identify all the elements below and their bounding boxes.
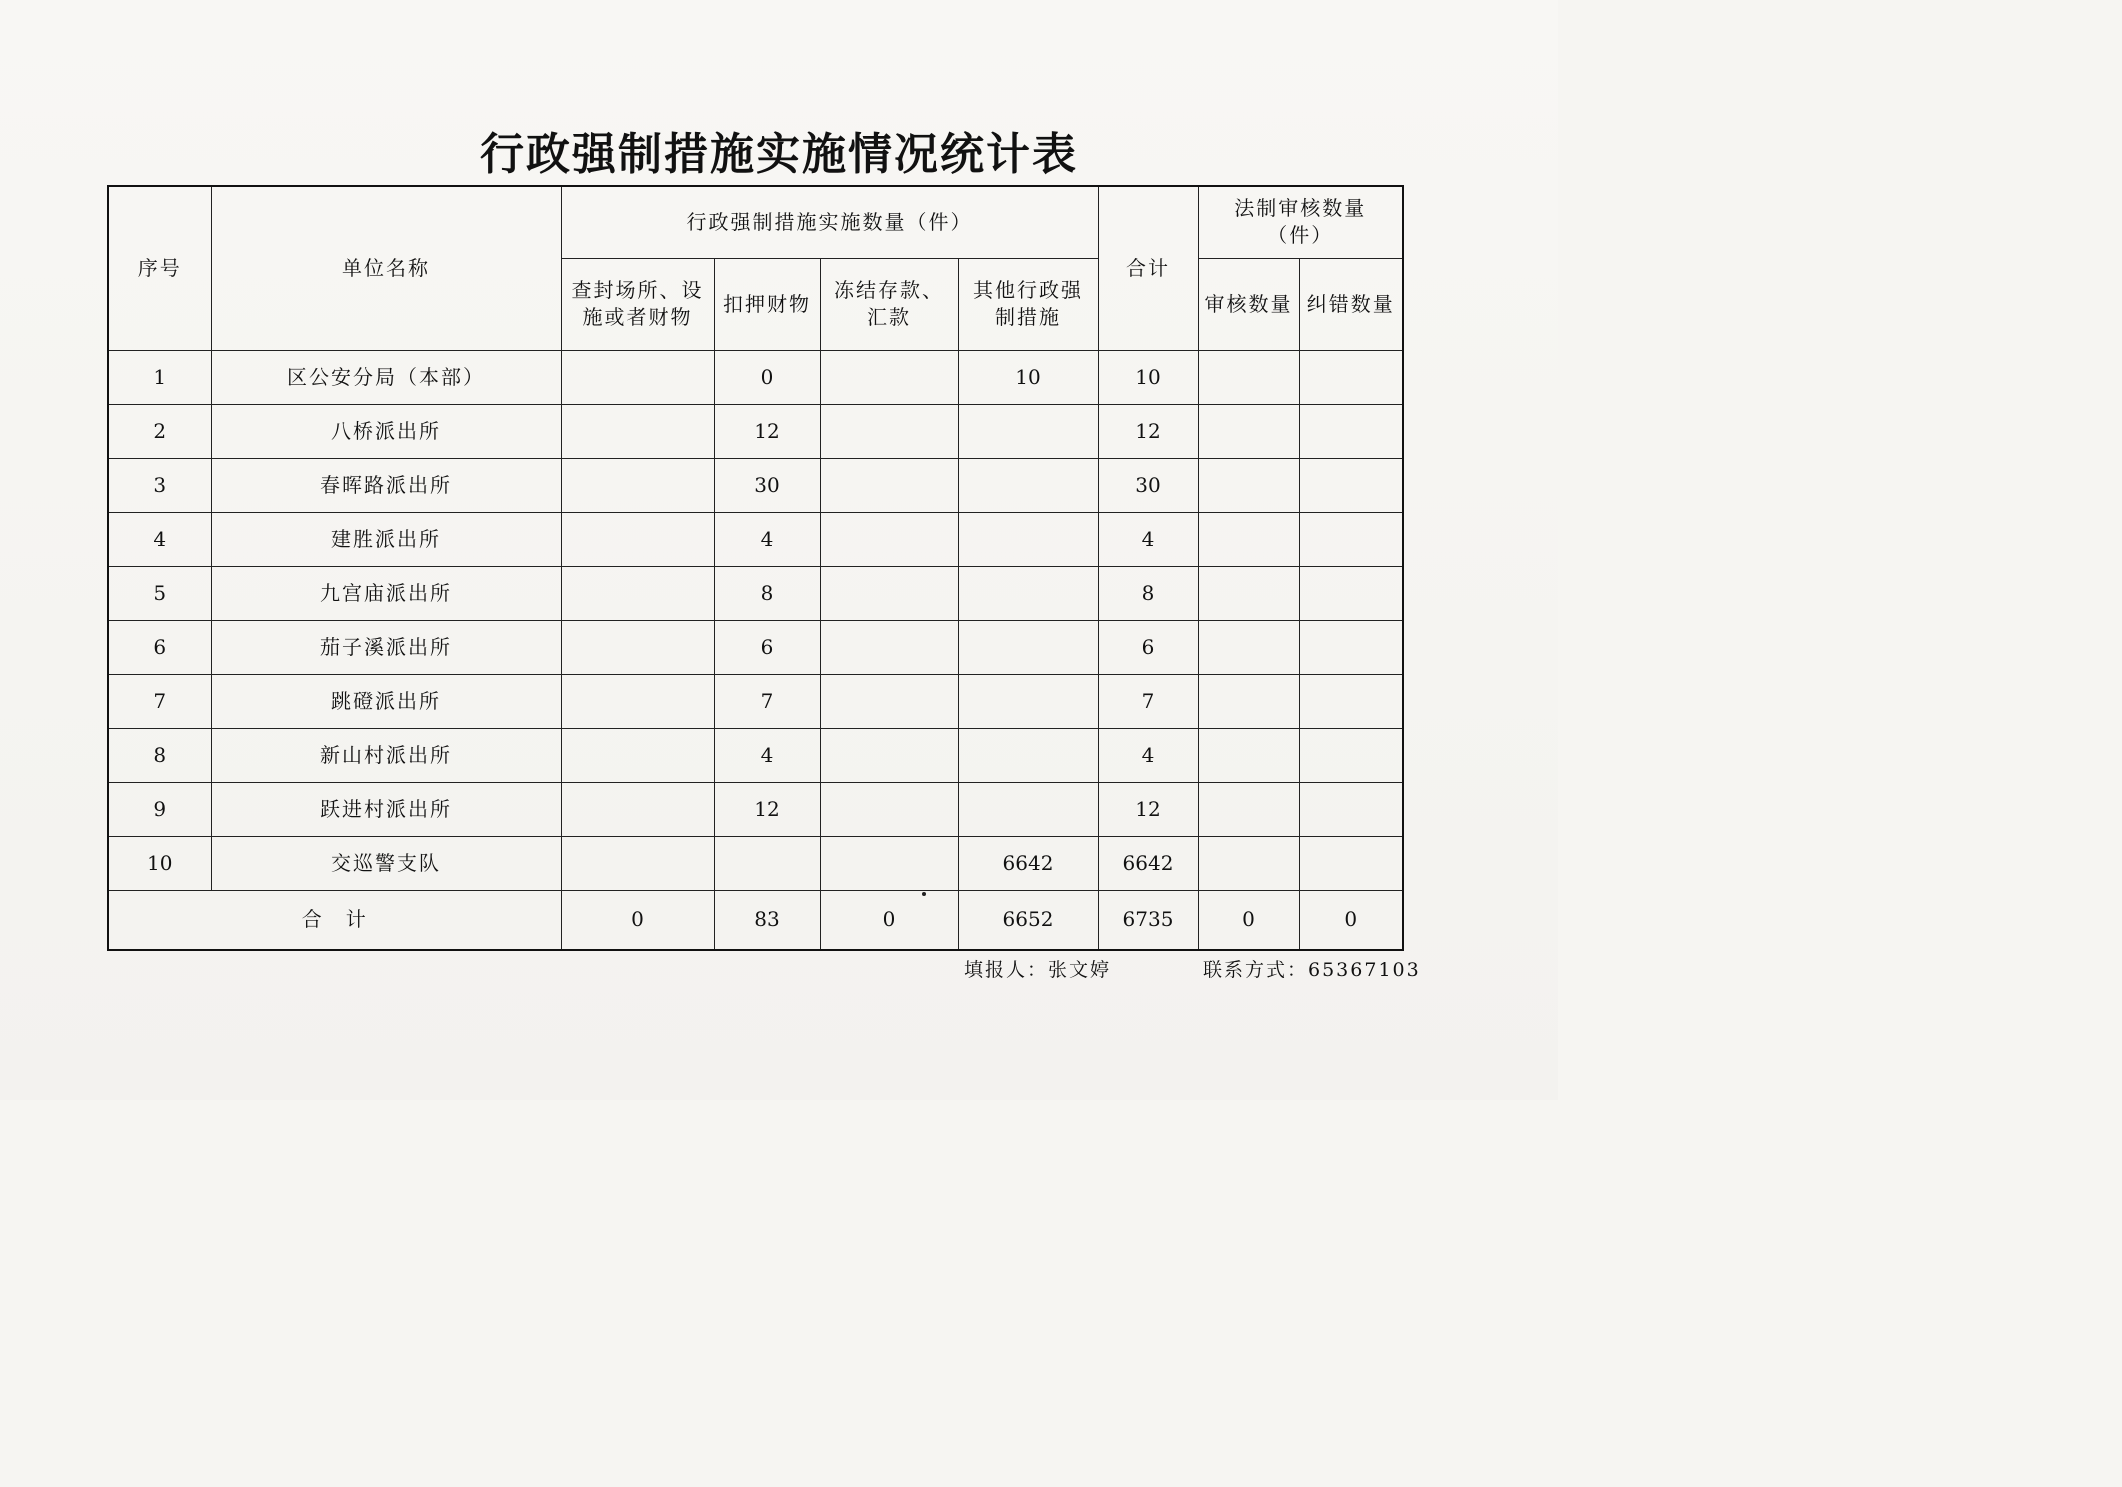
row-freeze (820, 566, 958, 620)
table-row (108, 782, 1403, 836)
row-total: 7 (1098, 674, 1198, 728)
row-seal (561, 350, 714, 404)
header-review-count: 审核数量 (1198, 258, 1299, 350)
row-other (958, 512, 1098, 566)
row-correction (1299, 836, 1403, 890)
row-seq: 8 (108, 728, 211, 782)
row-freeze (820, 782, 958, 836)
row-review (1198, 674, 1299, 728)
row-correction (1299, 566, 1403, 620)
row-seq: 7 (108, 674, 211, 728)
row-total: 6642 (1098, 836, 1198, 890)
row-unit-name: 交巡警支队 (211, 836, 561, 890)
row-unit-name: 跳磴派出所 (211, 674, 561, 728)
row-seal (561, 512, 714, 566)
row-seize: 4 (714, 728, 820, 782)
row-seal (561, 404, 714, 458)
contact-info: 联系方式：65367103 (1203, 959, 1421, 981)
row-review (1198, 728, 1299, 782)
row-seal (561, 620, 714, 674)
row-seq: 3 (108, 458, 211, 512)
header-unit-name: 单位名称 (211, 186, 561, 350)
table-row (108, 458, 1403, 512)
row-seize: 8 (714, 566, 820, 620)
table-row (108, 674, 1403, 728)
row-unit-name: 区公安分局（本部） (211, 350, 561, 404)
row-freeze (820, 728, 958, 782)
row-other (958, 674, 1098, 728)
header-seq: 序号 (108, 186, 211, 350)
table-row (108, 728, 1403, 782)
header-row-1 (108, 186, 1403, 258)
header-review-group: 法制审核数量（件） (1198, 186, 1403, 258)
row-other (958, 566, 1098, 620)
row-seq: 9 (108, 782, 211, 836)
header-seal: 查封场所、设施或者财物 (561, 258, 714, 350)
row-correction (1299, 782, 1403, 836)
row-seize (714, 836, 820, 890)
row-correction (1299, 458, 1403, 512)
row-total: 8 (1098, 566, 1198, 620)
row-other (958, 782, 1098, 836)
row-review (1198, 566, 1299, 620)
row-review (1198, 620, 1299, 674)
row-seize: 12 (714, 782, 820, 836)
row-seize: 4 (714, 512, 820, 566)
row-seq: 10 (108, 836, 211, 890)
row-correction (1299, 620, 1403, 674)
summary-seize: 83 (714, 890, 820, 950)
row-seal (561, 782, 714, 836)
row-seal (561, 566, 714, 620)
row-unit-name: 八桥派出所 (211, 404, 561, 458)
row-total: 12 (1098, 782, 1198, 836)
row-freeze (820, 620, 958, 674)
row-unit-name: 茄子溪派出所 (211, 620, 561, 674)
row-seal (561, 458, 714, 512)
table-row (108, 620, 1403, 674)
row-seize: 6 (714, 620, 820, 674)
header-seize: 扣押财物 (714, 258, 820, 350)
row-seize: 7 (714, 674, 820, 728)
row-freeze (820, 458, 958, 512)
summary-label: 合 计 (108, 890, 561, 950)
page-title: 行政强制措施实施情况统计表 (480, 129, 1078, 180)
header-measures-group: 行政强制措施实施数量（件） (561, 186, 1098, 258)
row-correction (1299, 404, 1403, 458)
row-unit-name: 跃进村派出所 (211, 782, 561, 836)
header-other: 其他行政强制措施 (958, 258, 1098, 350)
summary-correction: 0 (1299, 890, 1403, 950)
data-rows (108, 350, 1403, 890)
row-total: 4 (1098, 728, 1198, 782)
row-review (1198, 512, 1299, 566)
row-other (958, 728, 1098, 782)
header-total: 合计 (1098, 186, 1198, 350)
row-review (1198, 458, 1299, 512)
row-freeze (820, 404, 958, 458)
row-freeze (820, 674, 958, 728)
header-correction-count: 纠错数量 (1299, 258, 1403, 350)
row-total: 4 (1098, 512, 1198, 566)
row-unit-name: 建胜派出所 (211, 512, 561, 566)
row-correction (1299, 674, 1403, 728)
row-seal (561, 674, 714, 728)
row-other (958, 458, 1098, 512)
filled-by: 填报人：张文婷 (964, 959, 1112, 981)
summary-other: 6652 (958, 890, 1098, 950)
row-other: 6642 (958, 836, 1098, 890)
table-row (108, 836, 1403, 890)
row-unit-name: 九宫庙派出所 (211, 566, 561, 620)
row-review (1198, 404, 1299, 458)
row-seal (561, 728, 714, 782)
row-seize: 30 (714, 458, 820, 512)
table-row (108, 350, 1403, 404)
row-freeze (820, 350, 958, 404)
row-total: 10 (1098, 350, 1198, 404)
row-seq: 6 (108, 620, 211, 674)
summary-row (108, 890, 1403, 950)
summary-freeze: 0 (820, 890, 958, 950)
row-review (1198, 350, 1299, 404)
row-correction (1299, 728, 1403, 782)
statistics-table (107, 185, 1404, 951)
row-other (958, 404, 1098, 458)
row-total: 12 (1098, 404, 1198, 458)
summary-total: 6735 (1098, 890, 1198, 950)
row-total: 30 (1098, 458, 1198, 512)
row-seq: 4 (108, 512, 211, 566)
row-review (1198, 836, 1299, 890)
row-freeze (820, 836, 958, 890)
header-freeze: 冻结存款、汇款 (820, 258, 958, 350)
row-seize: 0 (714, 350, 820, 404)
summary-review: 0 (1198, 890, 1299, 950)
row-unit-name: 春晖路派出所 (211, 458, 561, 512)
scan-speck (922, 892, 926, 896)
row-seq: 2 (108, 404, 211, 458)
row-total: 6 (1098, 620, 1198, 674)
row-seq: 1 (108, 350, 211, 404)
row-seal (561, 836, 714, 890)
row-seq: 5 (108, 566, 211, 620)
table-row (108, 566, 1403, 620)
row-other: 10 (958, 350, 1098, 404)
row-review (1198, 782, 1299, 836)
row-seize: 12 (714, 404, 820, 458)
row-freeze (820, 512, 958, 566)
row-other (958, 620, 1098, 674)
row-correction (1299, 350, 1403, 404)
row-unit-name: 新山村派出所 (211, 728, 561, 782)
row-correction (1299, 512, 1403, 566)
table-row (108, 512, 1403, 566)
summary-seal: 0 (561, 890, 714, 950)
table-row (108, 404, 1403, 458)
